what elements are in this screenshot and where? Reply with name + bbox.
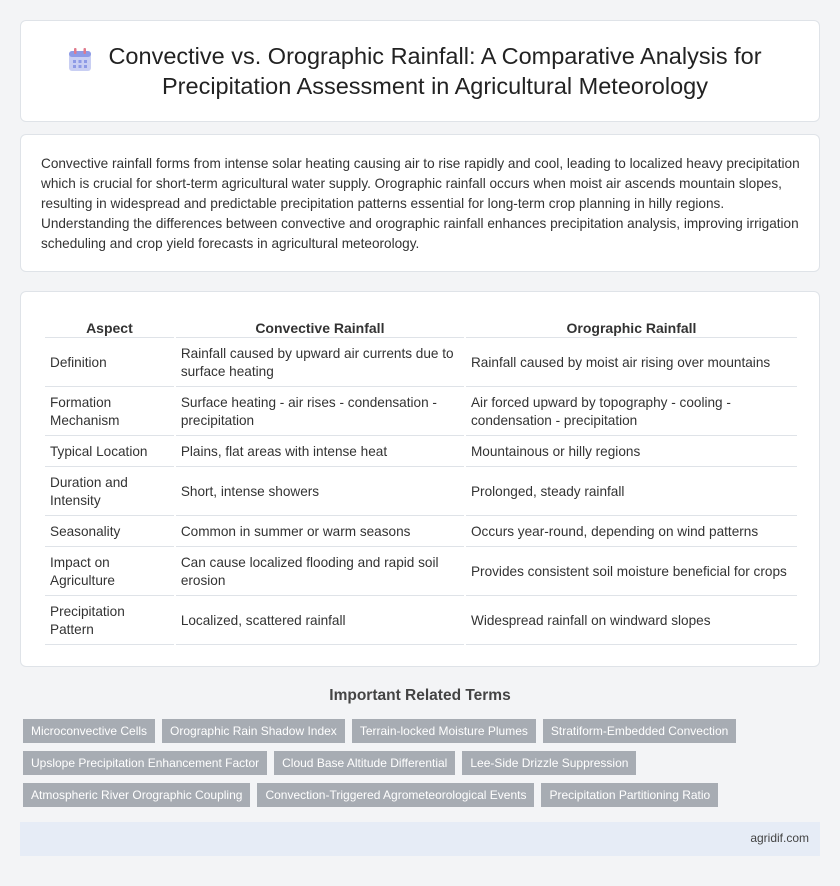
cell-aspect: Duration and Intensity: [45, 469, 174, 516]
cell-convective: Common in summer or warm seasons: [176, 518, 464, 547]
table-row: [45, 469, 797, 516]
related-term-tag[interactable]: Lee-Side Drizzle Suppression: [462, 751, 636, 775]
related-term-tag[interactable]: Precipitation Partitioning Ratio: [541, 783, 718, 807]
cell-orographic: Rainfall caused by moist air rising over mountains: [466, 340, 797, 387]
related-term-tag[interactable]: Microconvective Cells: [23, 719, 155, 743]
footer: [20, 822, 820, 856]
cell-aspect: Seasonality: [45, 518, 174, 547]
cell-orographic: Widespread rainfall on windward slopes: [466, 598, 797, 645]
table-row: [45, 438, 797, 467]
cell-orographic: Provides consistent soil moisture beneficial for crops: [466, 549, 797, 596]
cell-orographic: Occurs year-round, depending on wind patterns: [466, 518, 797, 547]
related-term-tag[interactable]: Stratiform-Embedded Convection: [543, 719, 736, 743]
comparison-table: [43, 312, 799, 647]
cell-aspect: Typical Location: [45, 438, 174, 467]
header-aspect: Aspect: [45, 314, 174, 338]
related-terms-heading: Important Related Terms: [329, 687, 511, 704]
cell-convective: Short, intense showers: [176, 469, 464, 516]
header-convective: Convective Rainfall: [176, 314, 464, 338]
related-term-tag[interactable]: Upslope Precipitation Enhancement Factor: [23, 751, 267, 775]
related-terms-list: [23, 719, 803, 815]
cell-aspect: Formation Mechanism: [45, 389, 174, 436]
cell-convective: Surface heating - air rises - condensation - precipitation: [176, 389, 464, 436]
cell-aspect: Impact on Agriculture: [45, 549, 174, 596]
intro-card: [20, 134, 820, 272]
cell-orographic: Mountainous or hilly regions: [466, 438, 797, 467]
page-title: Convective vs. Orographic Rainfall: A Comparative Analysis for Precipitation Assessment in Agricultural Meteorology: [108, 43, 762, 99]
related-term-tag[interactable]: Orographic Rain Shadow Index: [162, 719, 345, 743]
header-orographic: Orographic Rainfall: [466, 314, 797, 338]
cell-orographic: Prolonged, steady rainfall: [466, 469, 797, 516]
related-term-tag[interactable]: Cloud Base Altitude Differential: [274, 751, 455, 775]
tag-row: [23, 751, 803, 775]
intro-paragraph: Convective rainfall forms from intense solar heating causing air to rise rapidly and cool, leading to localized heavy precipitation which is crucial for short-term agricultural water supply. Orographic rainfall occurs when moist air ascends mountain slopes, resulting in widespread and predictable precipitation patterns essential for long-term crop planning in hilly regions. Understanding the differences between convective and orographic rainfall enhances precipitation analysis, improving irrigation scheduling and crop yield forecasts in agricultural meteorology.: [41, 156, 800, 251]
table-header-row: [45, 314, 797, 338]
cell-convective: Rainfall caused by upward air currents due to surface heating: [176, 340, 464, 387]
related-term-tag[interactable]: Atmospheric River Orographic Coupling: [23, 783, 250, 807]
table-row: [45, 598, 797, 645]
tag-row: [23, 719, 803, 743]
cell-convective: Can cause localized flooding and rapid soil erosion: [176, 549, 464, 596]
table-row: [45, 340, 797, 387]
related-term-tag[interactable]: Convection-Triggered Agrometeorological Events: [257, 783, 534, 807]
cell-convective: Localized, scattered rainfall: [176, 598, 464, 645]
cell-convective: Plains, flat areas with intense heat: [176, 438, 464, 467]
related-term-tag[interactable]: Terrain-locked Moisture Plumes: [352, 719, 536, 743]
comparison-table-card: [20, 291, 820, 667]
cell-orographic: Air forced upward by topography - cooling - condensation - precipitation: [466, 389, 797, 436]
tag-row: [23, 783, 803, 807]
table-row: [45, 389, 797, 436]
table-row: [45, 518, 797, 547]
table-row: [45, 549, 797, 596]
site-link[interactable]: agridif.com: [750, 831, 809, 845]
title-card: [20, 20, 820, 122]
cell-aspect: Definition: [45, 340, 174, 387]
cell-aspect: Precipitation Pattern: [45, 598, 174, 645]
